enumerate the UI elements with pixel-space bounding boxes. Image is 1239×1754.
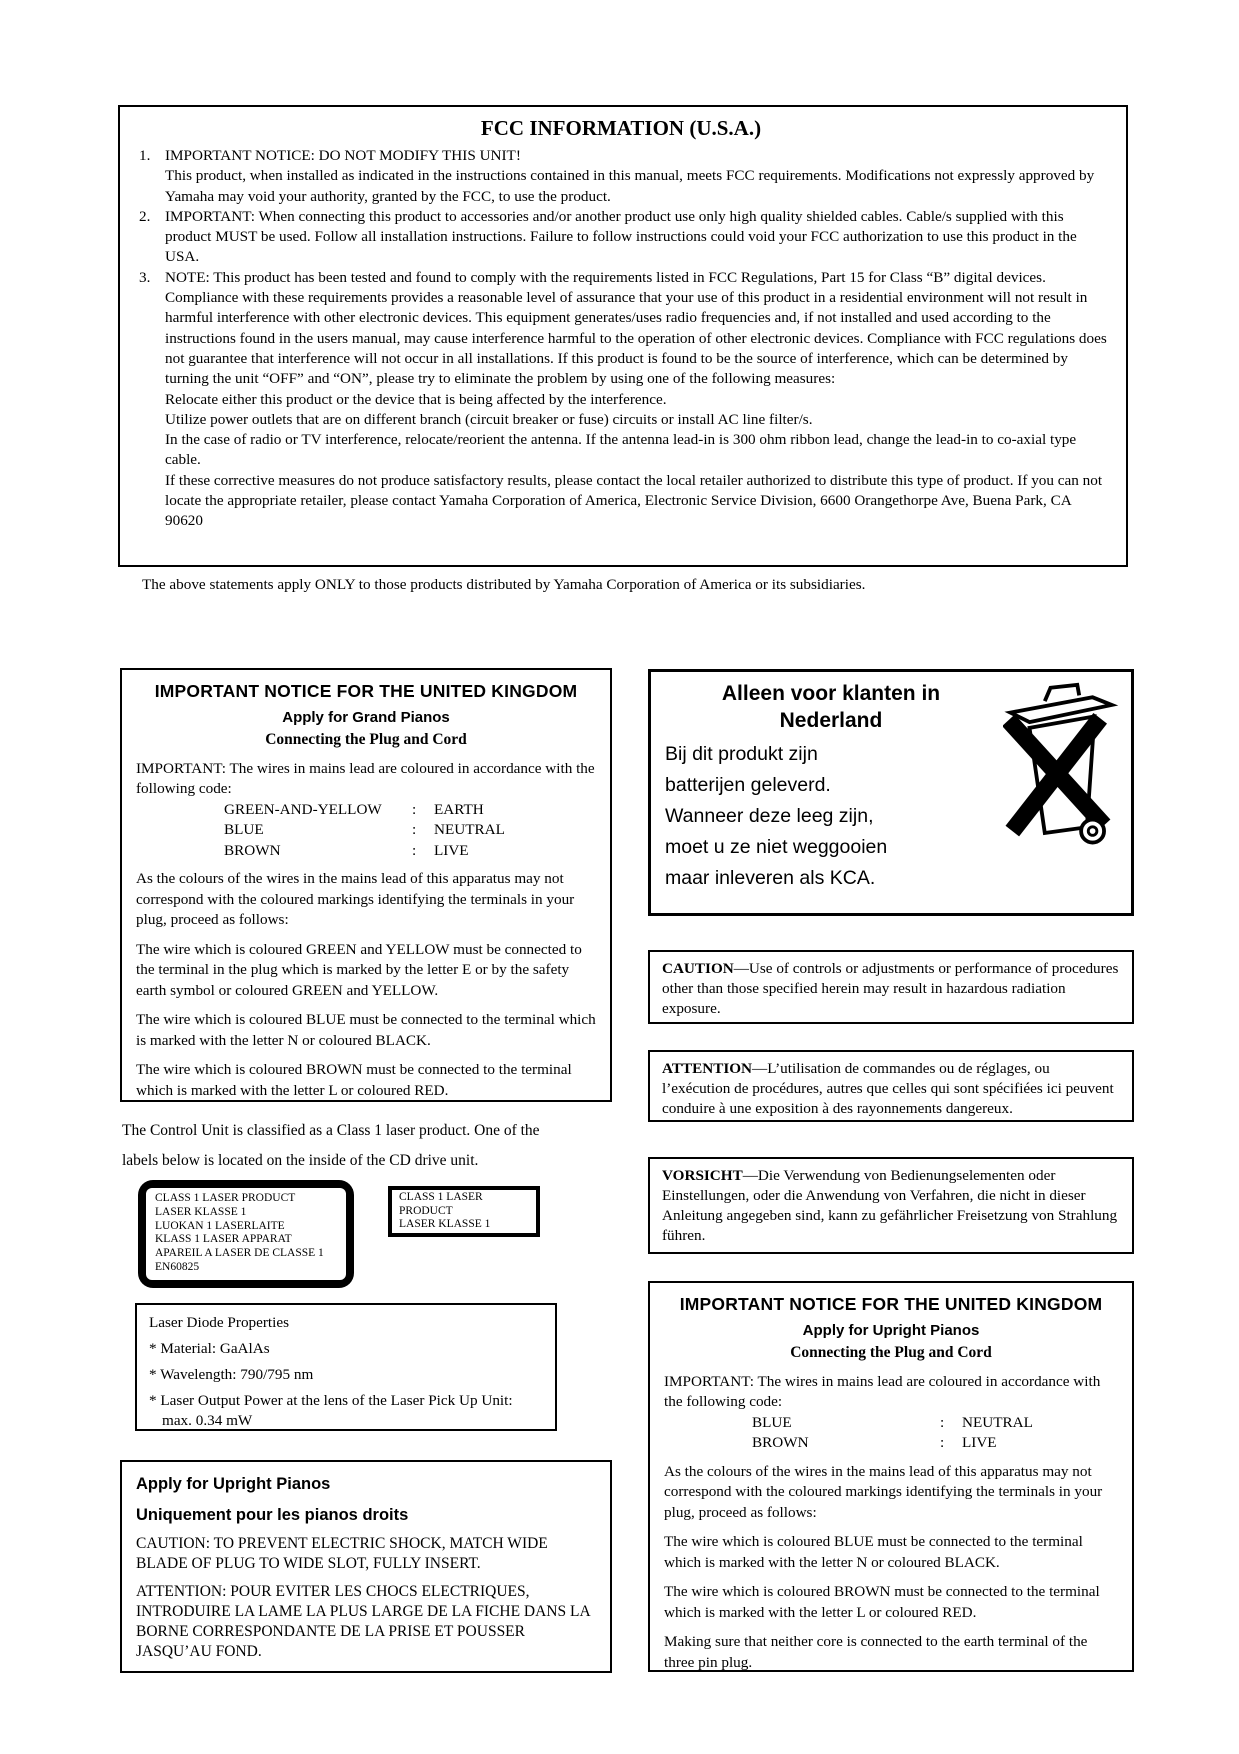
heading-english: Apply for Upright Pianos [136, 1475, 331, 1493]
diode-title: Laser Diode Properties [149, 1314, 290, 1331]
terminal-name: LIVE [434, 841, 469, 859]
fcc-item-2 [134, 207, 1108, 268]
fcc-item-3 [134, 268, 1108, 532]
notice-title: IMPORTANT NOTICE FOR THE UNITED KINGDOM [154, 681, 578, 701]
list-number: 3. [139, 268, 151, 286]
vorsicht-body: —Die Verwendung von Bedienungselementen oder Einstellungen, oder die Anwendung von Verfahren, die nicht in dieser Anleitung angegeben sind, kann zu gefährlicher Freisetzung von Strahlung führen. [662, 1167, 1118, 1244]
caution-box-english [648, 950, 1134, 1024]
caution-body: —Use of controls or adjustments or performance of procedures other than those specified herein may result in hazardous radiation exposure. [662, 960, 1119, 1017]
paragraph: NOTE: This product has been tested and found to comply with the requirements listed in FCC Regulations, Part 15 for Class “B” digital devices. Compliance with these requirements provides a reasonable level of assurance that your use of this product in a residential environment will not result in harmful interference with other electronic devices. This equipment generates/uses radio frequencies and, if not installed and used according to the instructions found in the users manual, may cause interference harmful to the operation of other electronic devices. Compliance with FCC regulations does not guarantee that interference will not occur in all installations. If this product is found to be the source of interference, which can be determined by turning the unit “OFF” and “ON”, please try to eliminate the problem by using one of the following measures: [165, 268, 1107, 388]
notice-subtitle-model: Apply for Grand Pianos [282, 708, 450, 726]
paragraph: Relocate either this product or the device that is being affected by the interference. [165, 390, 667, 408]
nederland-text-line: Wanneer deze leeg zijn, [665, 805, 874, 827]
paragraph: The wire which is coloured BROWN must be connected to the terminal which is marked with the letter L or coloured RED. [664, 1583, 1100, 1621]
note-line: The Control Unit is classified as a Class 1 laser product. One of the [122, 1122, 540, 1139]
paragraph: Making sure that neither core is connected to the earth terminal of the three pin plug. [664, 1633, 1088, 1671]
list-number: 1. [139, 147, 151, 164]
attention-body: —L’utilisation de commandes ou de réglages, ou l’exécution de procédures, autres que celles qui sont spécifiées ici peuvent conduire à une exposition à des rayonnements dangereux. [662, 1060, 1114, 1117]
caution-paragraph: CAUTION: TO PREVENT ELECTRIC SHOCK, MATCH WIDE BLADE OF PLUG TO WIDE SLOT, FULLY INSERT. [136, 1535, 548, 1572]
fcc-item-1 [134, 146, 1108, 207]
nederland-text-line: maar inleveren als KCA. [665, 867, 876, 889]
nederland-title-line: Nederland [779, 709, 883, 732]
diode-item: * Material: GaAlAs [149, 1340, 270, 1357]
colon: : [412, 800, 417, 818]
paragraph: Utilize power outlets that are on different branch (circuit breaker or fuse) circuits or install AC line filter/s. [165, 410, 813, 428]
diode-item: * Wavelength: 790/795 nm [149, 1366, 314, 1383]
paragraph: The wire which is coloured GREEN and YELLOW must be connected to the terminal in the plug which is marked by the letter E or by the safety earth symbol or coloured GREEN and YELLOW. [136, 940, 582, 999]
fcc-information-box [118, 105, 1128, 567]
laser-label-line: EN60825 [155, 1260, 200, 1273]
wire-code-row [752, 1413, 1118, 1434]
paragraph: The wire which is coloured BLUE must be connected to the terminal which is marked with the letter N or coloured BLACK. [664, 1533, 1083, 1571]
upright-pianos-box [120, 1460, 612, 1673]
terminal-name: LIVE [962, 1434, 997, 1451]
colon: : [940, 1434, 945, 1451]
nederland-text-line: batterijen geleverd. [665, 774, 831, 796]
paragraph: If these corrective measures do not produce satisfactory results, please contact the local retailer authorized to distribute this type of product. If you can not locate the appropriate retailer, please contact Yamaha Corporation of America, Electronic Service Division, 6600 Orangethorpe Ave, Buena Park, CA 90620 [165, 471, 1103, 530]
attention-box-french [648, 1050, 1134, 1122]
intro-paragraph: IMPORTANT: The wires in mains lead are coloured in accordance with the following code: [664, 1372, 1101, 1410]
uk-notice-upright-box [648, 1281, 1134, 1672]
paragraph: In the case of radio or TV interference, relocate/reorient the antenna. If the antenna lead-in is 300 ohm ribbon lead, change the lead-in to co-axial type cable. [165, 431, 1077, 469]
laser-label-line: LASER KLASSE 1 [155, 1205, 247, 1218]
colon: : [412, 841, 417, 859]
wire-name: BLUE [224, 821, 264, 838]
paragraph: IMPORTANT: When connecting this product to accessories and/or another product use only high quality shielded cables. Cable/s supplied with this product MUST be used. Follow all installation instructions. Failure to follow instructions could void your FCC authorization to use this product in the USA. [165, 207, 1077, 266]
notice-title: IMPORTANT NOTICE FOR THE UNITED KINGDOM [679, 1294, 1103, 1314]
wire-code-row [752, 1433, 1118, 1454]
terminal-name: EARTH [434, 800, 484, 818]
laser-label-rounded [138, 1180, 354, 1288]
wire-code-row [224, 820, 596, 841]
colon: : [412, 821, 417, 838]
notice-subtitle-section: Connecting the Plug and Cord [790, 1344, 992, 1361]
laser-label-bordered [388, 1186, 540, 1237]
fcc-footnote: The above statements apply ONLY to those products distributed by Yamaha Corporation of America or its subsidiaries. [142, 576, 866, 593]
laser-label-line: APAREIL A LASER DE CLASSE 1 [155, 1247, 324, 1260]
attention-paragraph: ATTENTION: POUR EVITER LES CHOCS ELECTRIQUES, INTRODUIRE LA LAME LA PLUS LARGE DE LA FICHE DANS LA BORNE CORRESPONDANTE DE LA PRISE ET POUSSER JASQU’AU FOND. [136, 1583, 590, 1660]
paragraph: This product, when installed as indicated in the instructions contained in this manual, meets FCC requirements. Modifications not expressly approved by Yamaha may void your authority, granted by the FCC, to use the product. [165, 167, 1095, 205]
notice-subtitle-model: Apply for Upright Pianos [802, 1321, 980, 1339]
notice-subtitle-section: Connecting the Plug and Cord [265, 731, 467, 748]
diode-item: * Laser Output Power at the lens of the Laser Pick Up Unit: [149, 1392, 513, 1409]
diode-item-continuation: max. 0.34 mW [162, 1412, 253, 1429]
nederland-battery-box [648, 669, 1134, 916]
laser-label-line: LASER KLASSE 1 [399, 1218, 491, 1230]
wire-name: GREEN-AND-YELLOW [224, 800, 382, 818]
wire-code-row [224, 841, 596, 862]
colon: : [940, 1413, 945, 1431]
heading-french: Uniquement pour les pianos droits [136, 1506, 409, 1524]
laser-label-line: CLASS 1 LASER PRODUCT [155, 1192, 296, 1204]
caution-head: CAUTION [662, 960, 734, 977]
laser-label-line: CLASS 1 LASER PRODUCT [399, 1191, 483, 1217]
vorsicht-box-german [648, 1157, 1134, 1254]
note-line: labels below is located on the inside of the CD drive unit. [122, 1152, 479, 1169]
nederland-text-line: Bij dit produkt zijn [665, 743, 818, 765]
laser-class-note [122, 1116, 622, 1176]
list-number: 2. [139, 207, 151, 225]
uk-notice-grand-box [120, 668, 612, 1102]
laser-label-line: KLASS 1 LASER APPARAT [155, 1233, 292, 1246]
nederland-title-line: Alleen voor klanten in [721, 682, 941, 705]
wire-name: BROWN [752, 1434, 809, 1451]
paragraph: IMPORTANT NOTICE: DO NOT MODIFY THIS UNIT! [165, 147, 521, 164]
wire-name: BROWN [224, 841, 281, 859]
paragraph: The wire which is coloured BROWN must be connected to the terminal which is marked with the letter L or coloured RED. [136, 1061, 572, 1099]
crossed-out-wheelie-bin-icon [1003, 682, 1121, 854]
fcc-title: FCC INFORMATION (U.S.A.) [480, 116, 762, 140]
terminal-name: NEUTRAL [962, 1413, 1033, 1431]
laser-diode-properties-box [135, 1303, 557, 1431]
wire-code-row [224, 800, 596, 821]
laser-label-line: LUOKAN 1 LASERLAITE [155, 1219, 285, 1232]
terminal-name: NEUTRAL [434, 821, 505, 838]
paragraph: As the colours of the wires in the mains lead of this apparatus may not correspond with the coloured markings identifying the terminals in your plug, proceed as follows: [136, 870, 575, 928]
vorsicht-head: VORSICHT [662, 1167, 743, 1184]
nederland-text-line: moet u ze niet weggooien [665, 836, 888, 858]
paragraph: As the colours of the wires in the mains lead of this apparatus may not correspond with the coloured markings identifying the terminals in your plug, proceed as follows: [664, 1462, 1103, 1521]
wire-name: BLUE [752, 1413, 792, 1431]
laser-label-text [146, 1188, 346, 1280]
intro-paragraph: IMPORTANT: The wires in mains lead are coloured in accordance with the following code: [136, 759, 595, 797]
paragraph: The wire which is coloured BLUE must be connected to the terminal which is marked with the letter N or coloured BLACK. [136, 1011, 596, 1049]
attention-head: ATTENTION [662, 1060, 753, 1077]
